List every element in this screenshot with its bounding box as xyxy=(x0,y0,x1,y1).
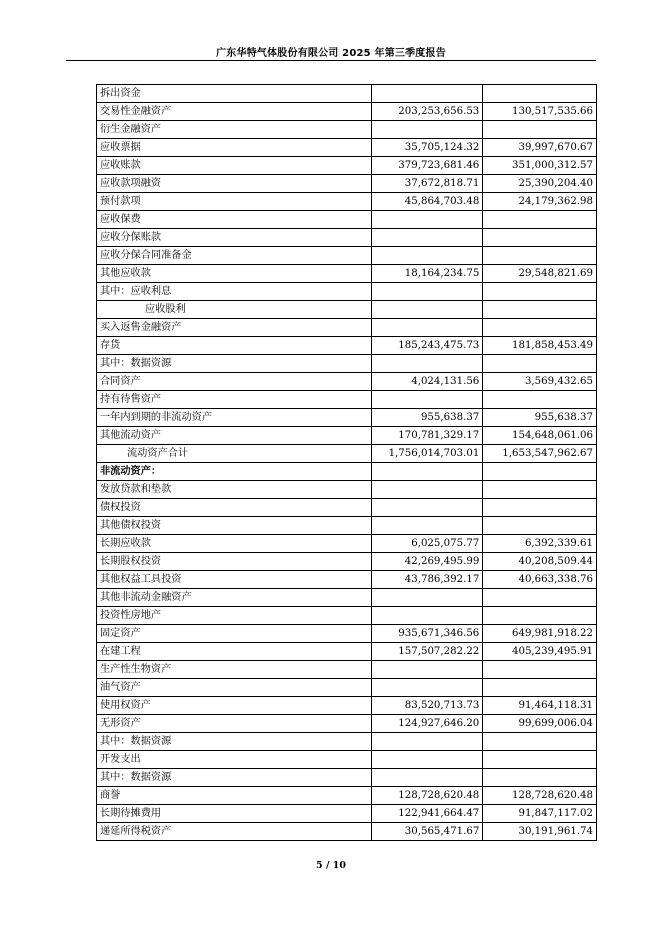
table-row xyxy=(97,499,597,517)
row-value-current xyxy=(371,751,483,769)
row-value-current xyxy=(371,391,483,409)
row-label: 其中：数据资源 xyxy=(97,355,372,373)
row-value-prior: 40,663,338.76 xyxy=(483,571,597,589)
row-value-current xyxy=(371,355,483,373)
row-label: 应收票据 xyxy=(97,139,372,157)
row-value-prior: 30,191,961.74 xyxy=(483,823,597,841)
table-row xyxy=(97,193,597,211)
table-row xyxy=(97,643,597,661)
row-value-current xyxy=(371,463,483,481)
table-row xyxy=(97,337,597,355)
table-row xyxy=(97,247,597,265)
row-value-current: 379,723,681.46 xyxy=(371,157,483,175)
table-row xyxy=(97,607,597,625)
row-value-prior xyxy=(483,319,597,337)
table-row xyxy=(97,625,597,643)
balance-sheet-table xyxy=(96,84,597,841)
row-value-current xyxy=(371,607,483,625)
table-row xyxy=(97,715,597,733)
row-value-prior xyxy=(483,247,597,265)
row-value-prior: 40,208,509.44 xyxy=(483,553,597,571)
row-value-prior xyxy=(483,499,597,517)
row-label: 无形资产 xyxy=(97,715,372,733)
row-label: 开发支出 xyxy=(97,751,372,769)
row-value-current: 42,269,495.99 xyxy=(371,553,483,571)
row-label: 在建工程 xyxy=(97,643,372,661)
table-row xyxy=(97,427,597,445)
row-value-current: 43,786,392.17 xyxy=(371,571,483,589)
row-label: 使用权资产 xyxy=(97,697,372,715)
row-value-prior: 99,699,006.04 xyxy=(483,715,597,733)
row-label: 一年内到期的非流动资产 xyxy=(97,409,372,427)
row-label: 长期待摊费用 xyxy=(97,805,372,823)
row-value-current: 83,520,713.73 xyxy=(371,697,483,715)
row-label: 应收分保合同准备金 xyxy=(97,247,372,265)
row-value-prior: 130,517,535.66 xyxy=(483,103,597,121)
row-label: 其中：数据资源 xyxy=(97,769,372,787)
table-row xyxy=(97,805,597,823)
row-label: 生产性生物资产 xyxy=(97,661,372,679)
row-label: 其他权益工具投资 xyxy=(97,571,372,589)
row-value-current: 45,864,703.48 xyxy=(371,193,483,211)
table-row xyxy=(97,589,597,607)
row-value-prior xyxy=(483,301,597,319)
table-row xyxy=(97,445,597,463)
row-value-current: 128,728,620.48 xyxy=(371,787,483,805)
row-label: 发放贷款和垫款 xyxy=(97,481,372,499)
table-row xyxy=(97,661,597,679)
row-value-current xyxy=(371,661,483,679)
balance-sheet-body xyxy=(97,85,597,841)
row-value-prior xyxy=(483,121,597,139)
table-row xyxy=(97,481,597,499)
table-row xyxy=(97,787,597,805)
row-value-prior: 91,847,117.02 xyxy=(483,805,597,823)
row-value-prior: 955,638.37 xyxy=(483,409,597,427)
table-row xyxy=(97,85,597,103)
row-label: 非流动资产： xyxy=(97,463,372,481)
row-value-current: 170,781,329.17 xyxy=(371,427,483,445)
row-value-prior xyxy=(483,679,597,697)
table-row xyxy=(97,733,597,751)
row-value-prior xyxy=(483,589,597,607)
row-value-prior: 1,653,547,962.67 xyxy=(483,445,597,463)
row-value-current: 1,756,014,703.01 xyxy=(371,445,483,463)
table-row xyxy=(97,463,597,481)
row-label: 递延所得税资产 xyxy=(97,823,372,841)
table-row xyxy=(97,391,597,409)
row-label: 投资性房地产 xyxy=(97,607,372,625)
row-value-current: 157,507,282.22 xyxy=(371,643,483,661)
row-label: 买入返售金融资产 xyxy=(97,319,372,337)
row-label: 应收账款 xyxy=(97,157,372,175)
page-number: 5 / 10 xyxy=(316,860,346,871)
row-value-prior: 405,239,495.91 xyxy=(483,643,597,661)
table-row xyxy=(97,121,597,139)
row-value-current xyxy=(371,247,483,265)
row-label: 持有待售资产 xyxy=(97,391,372,409)
row-label: 长期应收款 xyxy=(97,535,372,553)
row-value-current xyxy=(371,121,483,139)
row-value-current: 124,927,646.20 xyxy=(371,715,483,733)
page-header-title: 广东华特气体股份有限公司 2025 年第三季度报告 xyxy=(216,48,446,59)
row-value-current xyxy=(371,733,483,751)
row-value-prior xyxy=(483,211,597,229)
row-value-prior xyxy=(483,463,597,481)
row-value-current xyxy=(371,769,483,787)
row-value-prior: 24,179,362.98 xyxy=(483,193,597,211)
row-label: 应收款项融资 xyxy=(97,175,372,193)
row-value-prior: 351,000,312.57 xyxy=(483,157,597,175)
row-value-current xyxy=(371,481,483,499)
row-value-prior: 3,569,432.65 xyxy=(483,373,597,391)
header-rule xyxy=(66,60,596,61)
row-label: 其中：数据资源 xyxy=(97,733,372,751)
row-value-current xyxy=(371,211,483,229)
row-label: 其中：应收利息 xyxy=(97,283,372,301)
row-value-current: 37,672,818.71 xyxy=(371,175,483,193)
row-value-current: 185,243,475.73 xyxy=(371,337,483,355)
row-value-prior: 181,858,453.49 xyxy=(483,337,597,355)
row-value-current xyxy=(371,229,483,247)
table-row xyxy=(97,535,597,553)
table-row xyxy=(97,571,597,589)
table-row xyxy=(97,175,597,193)
row-value-prior: 29,548,821.69 xyxy=(483,265,597,283)
table-row xyxy=(97,229,597,247)
row-value-prior xyxy=(483,85,597,103)
row-value-prior: 39,997,670.67 xyxy=(483,139,597,157)
row-label: 拆出资金 xyxy=(97,85,372,103)
row-value-current xyxy=(371,499,483,517)
row-label: 长期股权投资 xyxy=(97,553,372,571)
row-label: 油气资产 xyxy=(97,679,372,697)
row-label: 债权投资 xyxy=(97,499,372,517)
row-value-prior xyxy=(483,481,597,499)
row-value-prior xyxy=(483,355,597,373)
table-row xyxy=(97,265,597,283)
table-row xyxy=(97,283,597,301)
table-row xyxy=(97,769,597,787)
row-value-prior xyxy=(483,661,597,679)
row-label: 其他债权投资 xyxy=(97,517,372,535)
table-row xyxy=(97,319,597,337)
row-label: 其他应收款 xyxy=(97,265,372,283)
row-value-current: 4,024,131.56 xyxy=(371,373,483,391)
table-row xyxy=(97,553,597,571)
row-value-prior xyxy=(483,769,597,787)
row-label: 应收保费 xyxy=(97,211,372,229)
table-row xyxy=(97,301,597,319)
table-row xyxy=(97,517,597,535)
row-value-current: 35,705,124.32 xyxy=(371,139,483,157)
row-label: 合同资产 xyxy=(97,373,372,391)
table-row xyxy=(97,211,597,229)
row-value-prior: 154,648,061.06 xyxy=(483,427,597,445)
row-value-prior xyxy=(483,517,597,535)
row-label: 交易性金融资产 xyxy=(97,103,372,121)
row-label: 存货 xyxy=(97,337,372,355)
row-value-current xyxy=(371,301,483,319)
row-label: 商誉 xyxy=(97,787,372,805)
row-value-prior xyxy=(483,733,597,751)
table-row xyxy=(97,697,597,715)
table-row xyxy=(97,823,597,841)
row-label: 其他非流动金融资产 xyxy=(97,589,372,607)
row-value-prior: 649,981,918.22 xyxy=(483,625,597,643)
table-row xyxy=(97,409,597,427)
row-value-prior: 25,390,204.40 xyxy=(483,175,597,193)
table-row xyxy=(97,157,597,175)
row-value-current xyxy=(371,283,483,301)
row-value-prior: 128,728,620.48 xyxy=(483,787,597,805)
row-value-current: 955,638.37 xyxy=(371,409,483,427)
row-label: 衍生金融资产 xyxy=(97,121,372,139)
row-value-current xyxy=(371,319,483,337)
row-value-current: 6,025,075.77 xyxy=(371,535,483,553)
row-value-current xyxy=(371,517,483,535)
row-value-prior: 6,392,339.61 xyxy=(483,535,597,553)
row-value-prior xyxy=(483,229,597,247)
table-row xyxy=(97,373,597,391)
row-value-current xyxy=(371,85,483,103)
row-value-prior xyxy=(483,283,597,301)
row-value-current: 30,565,471.67 xyxy=(371,823,483,841)
row-value-current xyxy=(371,679,483,697)
row-value-current: 122,941,664.47 xyxy=(371,805,483,823)
row-value-current: 935,671,346.56 xyxy=(371,625,483,643)
row-label: 固定资产 xyxy=(97,625,372,643)
row-value-current: 18,164,234.75 xyxy=(371,265,483,283)
row-label: 应收股利 xyxy=(97,301,372,319)
table-row xyxy=(97,139,597,157)
row-value-current xyxy=(371,589,483,607)
row-value-prior xyxy=(483,607,597,625)
table-row xyxy=(97,103,597,121)
row-label: 其他流动资产 xyxy=(97,427,372,445)
row-value-prior xyxy=(483,751,597,769)
row-label: 应收分保账款 xyxy=(97,229,372,247)
row-label: 预付款项 xyxy=(97,193,372,211)
table-row xyxy=(97,355,597,373)
table-row xyxy=(97,679,597,697)
row-label: 流动资产合计 xyxy=(97,445,372,463)
table-row xyxy=(97,751,597,769)
row-value-prior: 91,464,118.31 xyxy=(483,697,597,715)
row-value-prior xyxy=(483,391,597,409)
row-value-current: 203,253,656.53 xyxy=(371,103,483,121)
